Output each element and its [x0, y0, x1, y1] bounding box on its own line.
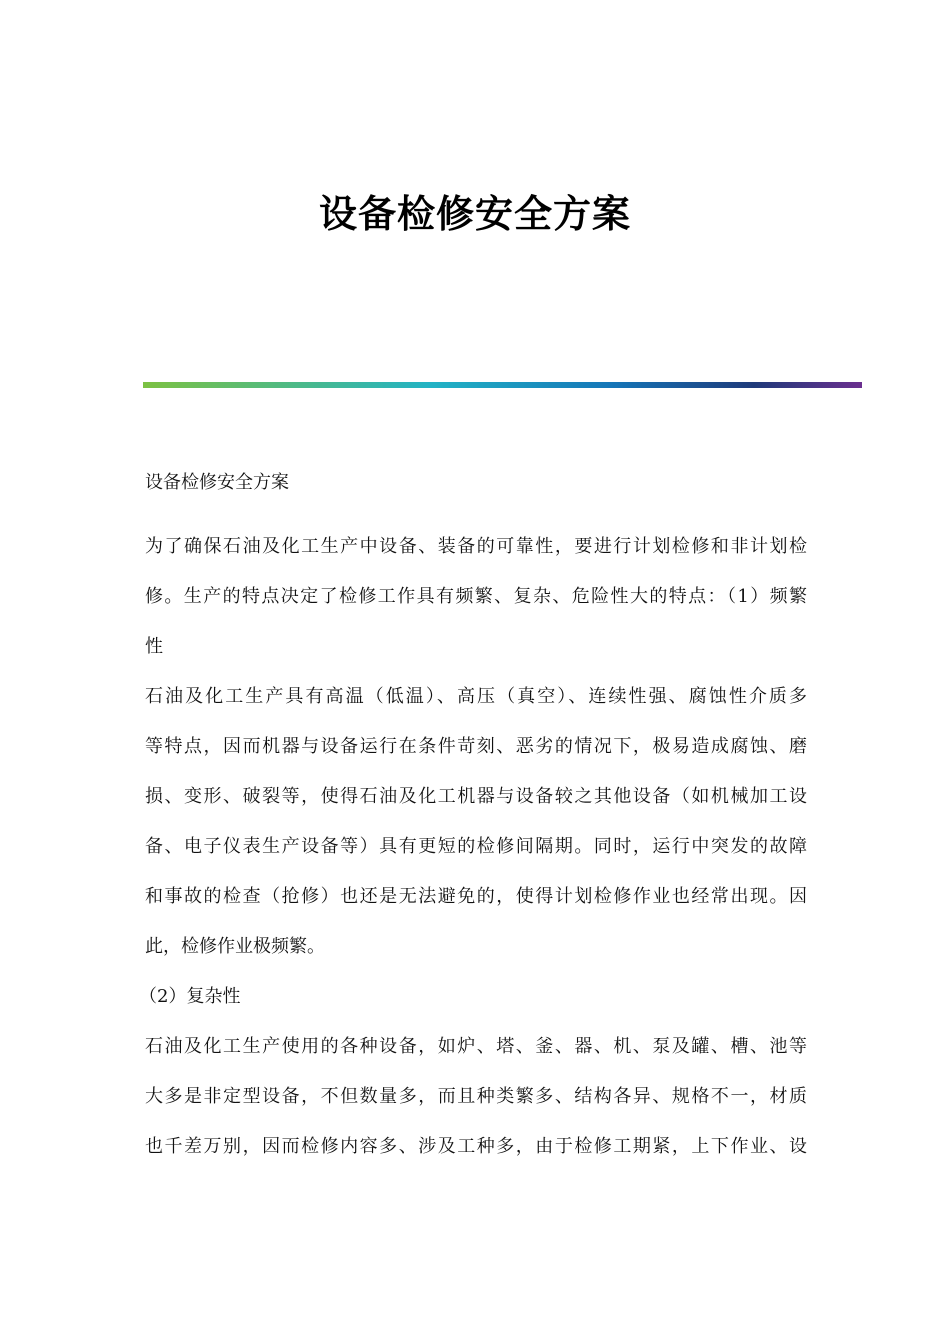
paragraph-line: 为了确保石油及化工生产中设备、装备的可靠性，要进行计划检修和非计划检 [145, 536, 807, 557]
paragraph-line: 石油及化工生产使用的各种设备，如炉、塔、釜、器、机、泵及罐、槽、池等 [145, 1036, 807, 1057]
paragraph-line: 大多是非定型设备，不但数量多，而且种类繁多、结构各异、规格不一，材质 [145, 1086, 807, 1107]
paragraph-line: 修。生产的特点决定了检修工作具有频繁、复杂、危险性大的特点：（1）频繁 [145, 586, 807, 607]
paragraph-line: 备、电子仪表生产设备等）具有更短的检修间隔期。同时，运行中突发的故障 [145, 836, 807, 857]
paragraph-line: 石油及化工生产具有高温（低温）、高压（真空）、连续性强、腐蚀性介质多 [145, 686, 807, 707]
document-subtitle: 设备检修安全方案 [145, 472, 289, 493]
paragraph-line: 也千差万别，因而检修内容多、涉及工种多，由于检修工期紧，上下作业、设 [145, 1136, 807, 1157]
paragraph-intro [145, 529, 807, 679]
section-heading-complexity: （2）复杂性 [139, 986, 241, 1007]
paragraph-frequency [145, 679, 807, 979]
document-body [139, 465, 807, 1179]
paragraph-line: 等特点，因而机器与设备运行在条件苛刻、恶劣的情况下，极易造成腐蚀、磨 [145, 736, 807, 757]
document-title: 设备检修安全方案 [318, 191, 631, 236]
paragraph-line: 和事故的检查（抢修）也还是无法避免的，使得计划检修作业也经常出现。因 [145, 886, 807, 907]
paragraph-line: 损、变形、破裂等，使得石油及化工机器与设备较之其他设备（如机械加工设 [145, 786, 807, 807]
paragraph-complexity [145, 1029, 807, 1179]
paragraph-line: 性 [145, 636, 163, 657]
paragraph-line: 此，检修作业极频繁。 [145, 936, 325, 957]
title-divider [143, 382, 862, 388]
